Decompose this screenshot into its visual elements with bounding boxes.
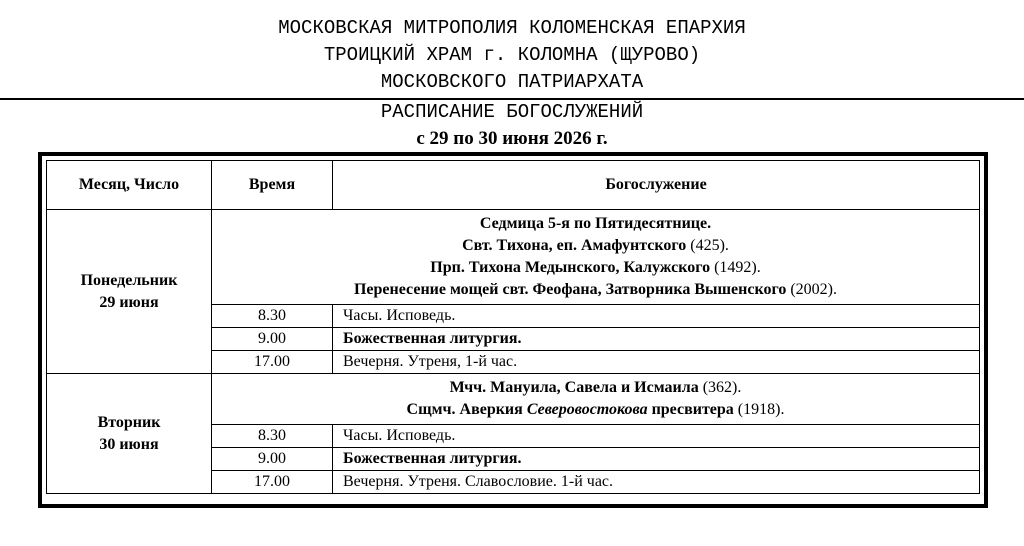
schedule-frame [38, 152, 988, 508]
service-name: Божественная литургия. [333, 328, 980, 351]
service-name: Вечерня. Утреня, 1-й час. [333, 351, 980, 374]
day-cell [47, 210, 212, 374]
weekday: Вторник [97, 413, 161, 431]
service-time: 8.30 [212, 425, 333, 448]
feast-cell [212, 210, 980, 305]
weekday: Понедельник [80, 271, 178, 289]
feast-line: Прп. Тихона Медынского, Калужского (1492). [430, 259, 761, 276]
service-time: 17.00 [212, 471, 333, 494]
header-diocese: МОСКОВСКАЯ МИТРОПОЛИЯ КОЛОМЕНСКАЯ ЕПАРХИЯ [278, 17, 746, 39]
feast-line: Перенесение мощей свт. Феофана, Затворника Вышенского (2002). [353, 281, 837, 298]
schedule-title: РАСПИСАНИЕ БОГОСЛУЖЕНИЙ [380, 101, 644, 123]
col-header-time: Время [212, 161, 333, 210]
schedule-table [46, 160, 980, 494]
service-time: 17.00 [212, 351, 333, 374]
header-patriarchate: МОСКОВСКОГО ПАТРИАРХАТА [380, 71, 644, 93]
service-time: 8.30 [212, 305, 333, 328]
date: 30 июня [99, 435, 159, 453]
feast-line: Свт. Тихона, еп. Амафунтского (425). [462, 237, 729, 254]
day-cell [47, 374, 212, 494]
feast-line: Мчч. Мануила, Савела и Исмаила (362). [449, 379, 742, 396]
feast-cell [212, 374, 980, 425]
table-header-row [47, 161, 980, 210]
table-row [47, 374, 980, 425]
date: 29 июня [99, 293, 159, 311]
col-header-service: Богослужение [333, 161, 980, 210]
service-name: Вечерня. Утреня. Славословие. 1-й час. [333, 471, 980, 494]
service-name: Божественная литургия. [333, 448, 980, 471]
col-header-day: Месяц, Число [47, 161, 212, 210]
feast-line: Седмица 5-я по Пятидесятнице. [479, 215, 712, 232]
feast-line: Сщмч. Аверкия Северовостокова пресвитера (1918). [406, 401, 785, 418]
service-name: Часы. Исповедь. [333, 305, 980, 328]
service-time: 9.00 [212, 448, 333, 471]
table-row [47, 210, 980, 305]
service-time: 9.00 [212, 328, 333, 351]
service-name: Часы. Исповедь. [333, 425, 980, 448]
date-range: с 29 по 30 июня 2026 г. [416, 128, 608, 149]
header-church: ТРОИЦКИЙ ХРАМ г. КОЛОМНА (ЩУРОВО) [323, 44, 701, 66]
